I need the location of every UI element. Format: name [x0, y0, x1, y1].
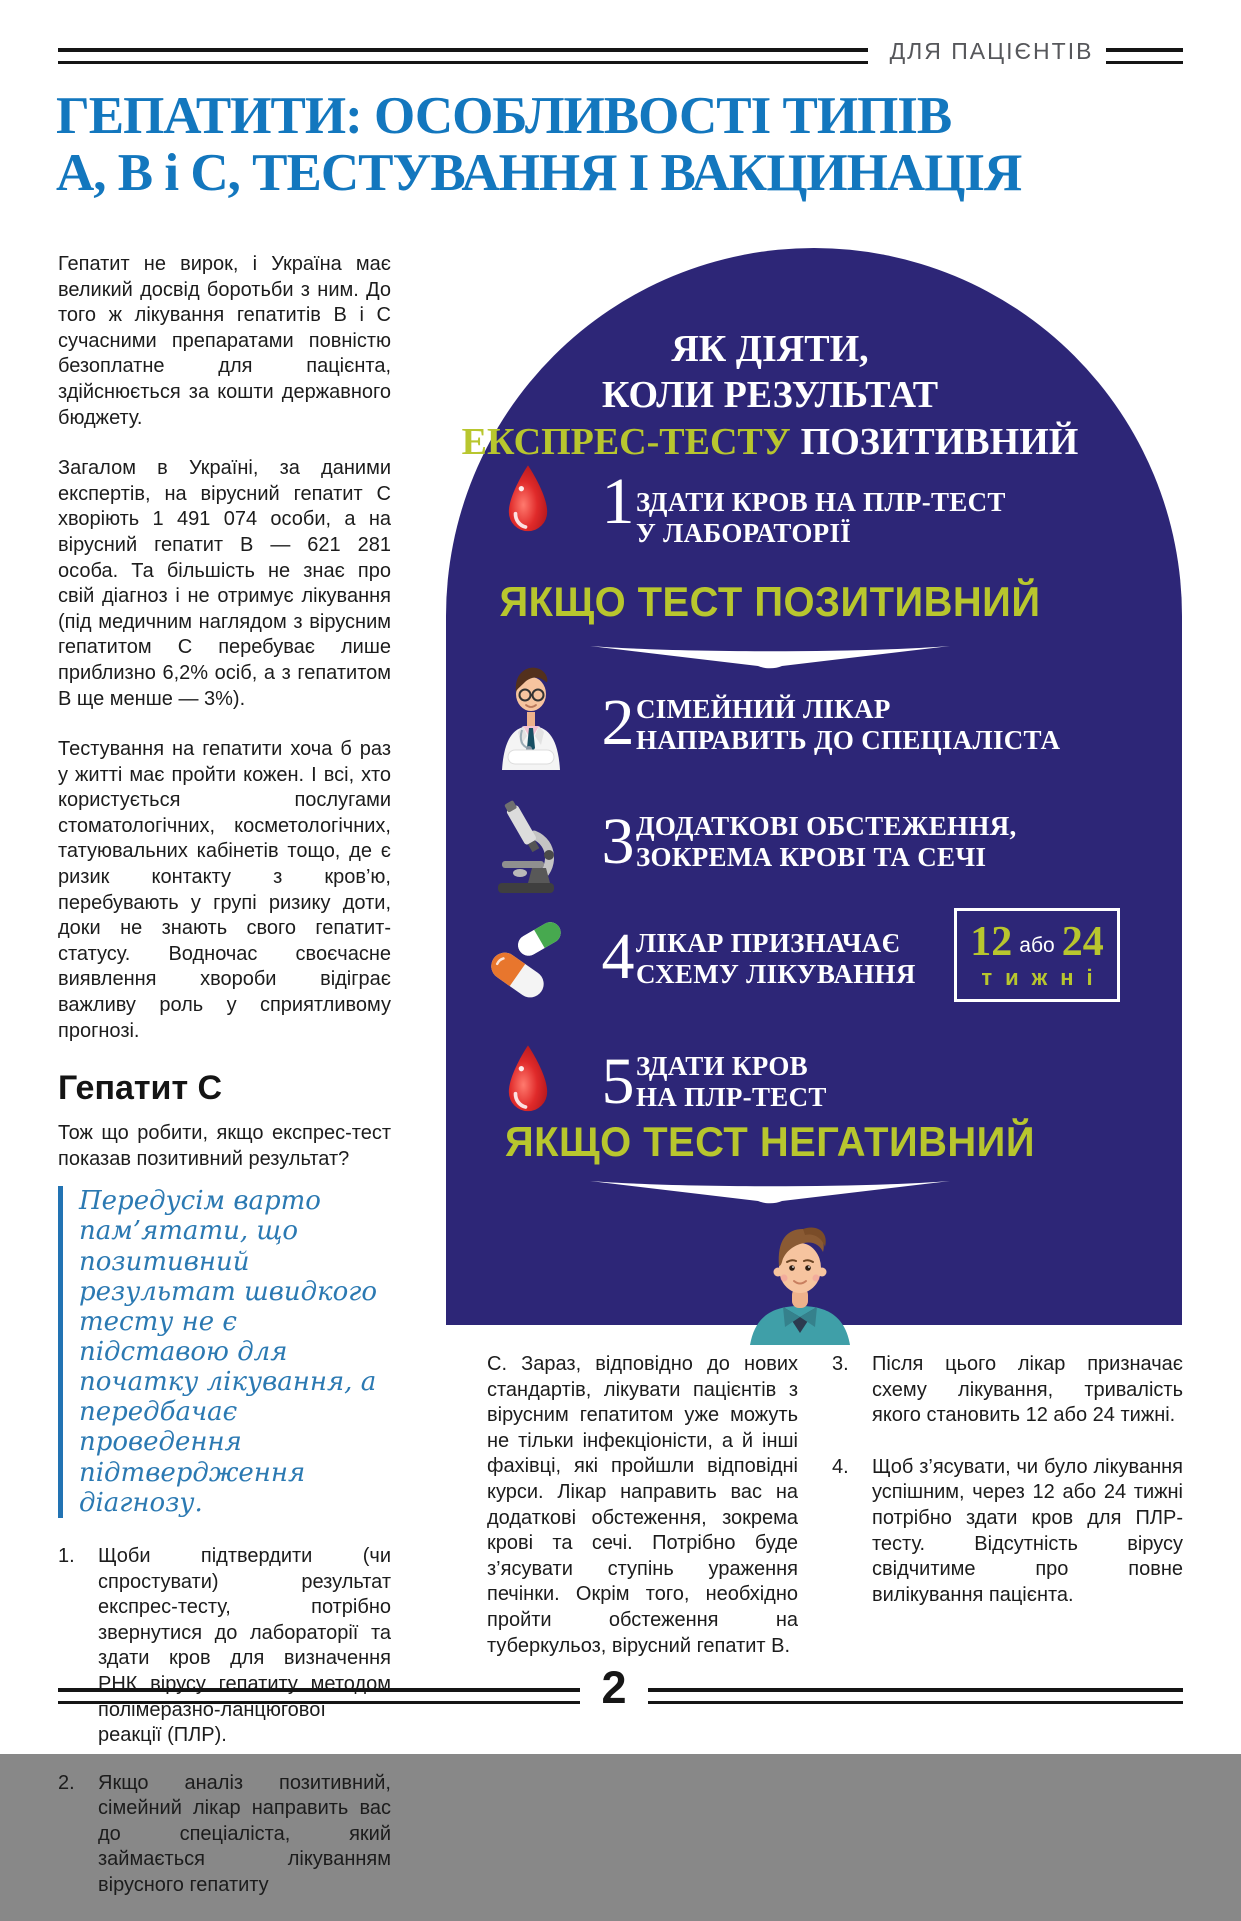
article-paragraph: Загалом в Україні, за даними експертів, на вірусний гепатит С хворіють 1 491 074 особи, а на вірусний гепатит В — 621 281 особа. Та більшість не знає про свій діагноз і не отримує лікування (під медичним наглядом з вірусним гепатитом С перебуває лише приблизно 6,2% осіб, а з гепатитом В ще менше — 3%).	[58, 457, 391, 710]
article-paragraph: Тестування на гепатити хоча б раз у житті має пройти кожен. І всі, хто користується послугами стоматологічних, косметологічних, татуювальних кабінетів тощо, де є ризик контакту з кров’ю, перебувають у групі ризику доти, доки не знають свого гепатит-статусу. Водночас своєчасне виявлення хвороби відіграє важливу роль у сприятливому прогнозі.	[58, 738, 391, 1042]
step-text-line1: ЗДАТИ КРОВ НА ПЛР-ТЕСТ	[636, 487, 1006, 517]
duration-conjunction: або	[1019, 933, 1055, 957]
middle-column: С. Зараз, відповідно до нових стандартів, лікувати пацієнтів з вірусним гепатитом уже можуть не тільки інфекціоністи, а й інші фахівці, які пройшли відповідні курси. Лікар направить вас на додаткові обстеження, зокрема крові та сечі. Потрібно буде з’ясувати ступінь ураження печінки. Окрім того, необхідно пройти обстеження на туберкульоз, вірусний гепатит В.	[487, 1353, 798, 1657]
right-column	[832, 1352, 1183, 1634]
list-item-marker: 1.	[58, 1544, 75, 1567]
lead-paragraph: Тож що робити, якщо експрес-тест показав позитивний результат?	[58, 1122, 391, 1171]
step-number: 3	[601, 805, 635, 878]
doctor-icon	[494, 660, 568, 775]
step-text	[636, 1051, 827, 1113]
list-item-text: Щоб з’ясувати, чи було лікування успішним, через 12 або 24 тижні потрібно здати кров для ПЛР-тесту. Відсутність вірусу свідчитиме про повне вилікування пацієнта.	[872, 1455, 1183, 1606]
step-text-line1: СІМЕЙНИЙ ЛІКАР	[636, 694, 891, 724]
step-text	[636, 694, 1060, 756]
section-heading: Гепатит С	[58, 1069, 223, 1108]
step-number: 1	[601, 465, 635, 538]
step-text-line2: У ЛАБОРАТОРІЇ	[636, 518, 852, 549]
infographic-heading-rest: ПОЗИТИВНИЙ	[800, 420, 1079, 463]
step-row-1	[446, 455, 1182, 575]
list-item-marker: 4.	[832, 1455, 849, 1478]
blood-drop-icon	[503, 1041, 553, 1128]
header-rule-right	[1106, 48, 1183, 64]
footer-rule-left	[58, 1688, 580, 1704]
microscope-icon	[492, 801, 570, 900]
pull-quote: Передусім варто пам’ятати, що позитивний результат швидкого тесту не є підставою для початку лікування, а передбачає проведення підтвердження діагнозу.	[58, 1186, 379, 1518]
duration-values	[970, 921, 1103, 963]
banner-positive: ЯКЩО ТЕСТ ПОЗИТИВНИЙ	[499, 578, 1041, 625]
blood-drop-icon	[503, 461, 553, 548]
duration-box	[954, 908, 1120, 1002]
step-number: 2	[601, 686, 635, 759]
duration-unit: тижні	[981, 965, 1106, 990]
section-label: ДЛЯ ПАЦІЄНТІВ	[889, 38, 1094, 64]
list-item	[58, 1544, 391, 1749]
list-item-text: Після цього лікар призначає схему лікування, тривалість якого становить 12 або 24 тижні.	[872, 1353, 1183, 1427]
step-number: 5	[601, 1045, 635, 1118]
page-title-line2: А, В і С, ТЕСТУВАННЯ І ВАКЦИНАЦІЯ	[56, 144, 1022, 203]
list-item	[832, 1455, 1183, 1609]
step-text-line1: ДОДАТКОВІ ОБСТЕЖЕННЯ,	[636, 811, 1017, 841]
step-row-3	[446, 795, 1182, 915]
list-item-marker: 2.	[58, 1771, 75, 1794]
article-paragraph: Гепатит не вирок, і Україна має великий досвід боротьби з ним. До того ж лікування гепатитів В і С сучасними препаратами повністю безоплатне для пацієнта, здійснюється за кошти державного бюджету.	[58, 253, 391, 429]
patient-illustration	[725, 1220, 875, 1350]
step-text-line2: СХЕМУ ЛІКУВАННЯ	[636, 959, 916, 990]
step-text	[636, 811, 1017, 873]
list-item-text: Якщо аналіз позитивний, сімейний лікар направить вас до спеціаліста, який займається лікуванням вірусного гепатиту	[98, 1771, 391, 1897]
step-text	[636, 487, 1006, 549]
infographic-heading-line2: КОЛИ РЕЗУЛЬТАТ	[601, 374, 939, 417]
page-title-line1: ГЕПАТИТИ: ОСОБЛИВОСТІ ТИПІВ	[56, 87, 952, 145]
duration-value-1: 12	[970, 919, 1013, 965]
list-item-text: Щоби підтвердити (чи спростувати) результат експрес-тесту, потрібно звернутися до лабораторії та здати кров для визначення РНК вірусу гепатиту методом полімеразно-ланцюгової реакції (ПЛР).	[98, 1544, 391, 1747]
page-number: 2	[601, 1662, 627, 1713]
page-title	[56, 88, 1176, 202]
list-item-marker: 3.	[832, 1353, 849, 1375]
step-text-line1: ЗДАТИ КРОВ	[636, 1051, 808, 1081]
step-text-line2: ЗОКРЕМА КРОВІ ТА СЕЧІ	[636, 842, 987, 873]
footer-rule-right	[648, 1688, 1183, 1704]
step-text-line2: НАПРАВИТЬ ДО СПЕЦІАЛІСТА	[636, 725, 1061, 756]
step-row-2	[446, 660, 1182, 780]
banner-negative: ЯКЩО ТЕСТ НЕГАТИВНИЙ	[505, 1118, 1035, 1165]
infographic-panel	[446, 248, 1182, 1325]
infographic-heading	[440, 326, 1100, 465]
capsules-icon	[488, 916, 570, 1015]
infographic-heading-accent: ЕКСПРЕС-ТЕСТУ	[461, 420, 791, 463]
step-text-line2: НА ПЛР-ТЕСТ	[636, 1082, 827, 1113]
step-text	[636, 928, 916, 990]
left-column	[58, 252, 391, 1921]
infographic-heading-line1: ЯК ДІЯТИ,	[671, 328, 869, 370]
step-text-line1: ЛІКАР ПРИЗНАЧАЄ	[636, 928, 901, 958]
list-item	[58, 1771, 391, 1899]
step-number: 4	[601, 920, 635, 993]
list-item	[832, 1352, 1183, 1429]
numbered-list-left	[58, 1544, 391, 1899]
chevron-divider	[440, 1180, 1100, 1204]
header-rule-left	[58, 48, 868, 64]
duration-value-2: 24	[1061, 919, 1104, 965]
